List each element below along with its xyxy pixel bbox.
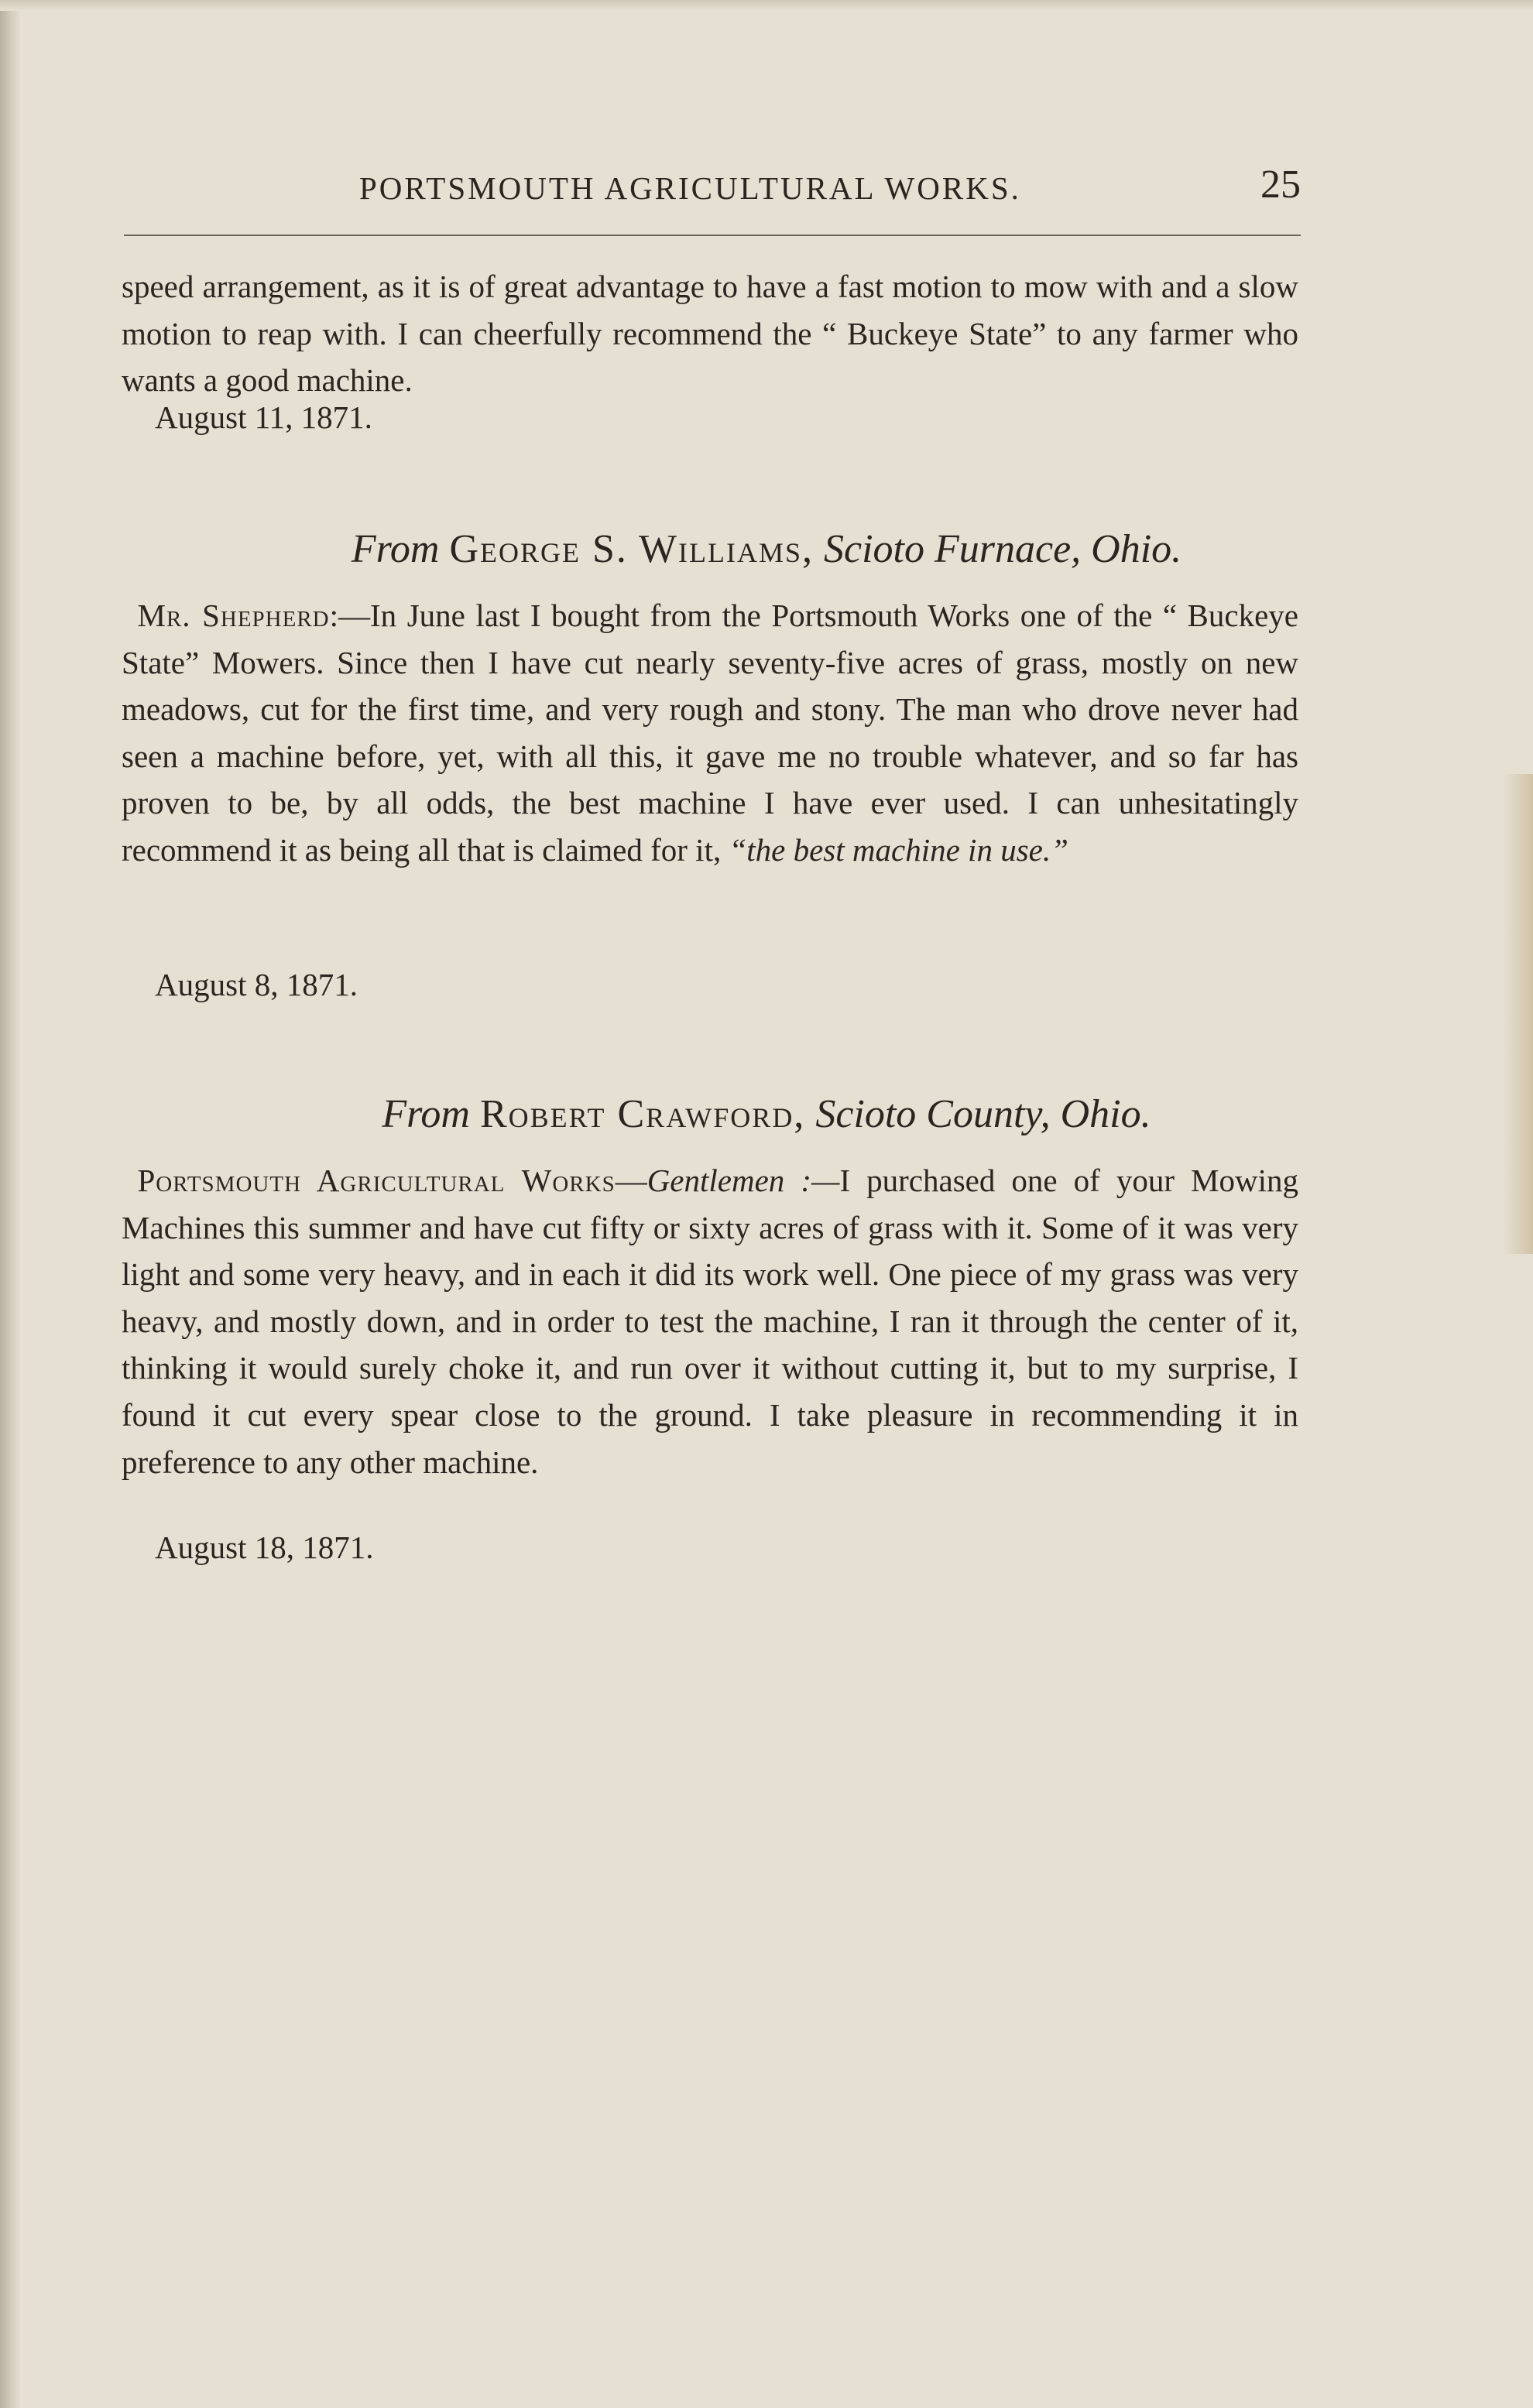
quoted-phrase: “the best machine in use.”: [729, 831, 1068, 868]
letter-body-williams: [122, 592, 1298, 874]
continuation-date: August 11, 1871.: [155, 399, 372, 435]
letter-body-crawford: [122, 1157, 1298, 1485]
page-stain: [1502, 774, 1533, 1254]
page-edge-shadow: [0, 0, 20, 2408]
heading-from: From: [351, 527, 440, 571]
heading-name: Robert Crawford,: [479, 1092, 806, 1136]
page-header: [124, 163, 1301, 213]
continuation-text: speed arrangement, as it is of great advantage to have a fast motion to mow with and a slow motion to reap with. I can cheerfully recommend the “ Buckeye State” to any farmer who wants a good machine.: [122, 269, 1298, 399]
running-title: PORTSMOUTH AGRICULTURAL WORKS.: [359, 170, 1021, 206]
page-number: 25: [1260, 163, 1301, 207]
salutation: Portsmouth Agricultural Works: [137, 1163, 616, 1198]
heading-place: Scioto County, Ohio.: [815, 1092, 1151, 1136]
salutation: Mr. Shepherd: [137, 598, 330, 633]
letter-text: I purchased one of your Mowing Machines this summer and have cut fifty or sixty acres of grass with it. Some of it was very light and some very heavy, and in each it did its work well. One piece of my grass was very heavy, and mostly down, and in order to test the machine, I ran it through the center of it, thinking it would surely choke it, and run over it without cutting it, but to my surprise, I found it cut every spear close to the ground. I take pleasure in recommending it in preference to any other machine.: [122, 1163, 1298, 1480]
letter-heading-crawford: [0, 1091, 1533, 1137]
heading-place: Scioto Furnace, Ohio.: [824, 527, 1182, 571]
heading-name: George S. Williams,: [449, 527, 815, 571]
heading-from: From: [382, 1092, 470, 1136]
greeting: Gentlemen :—: [646, 1163, 840, 1198]
continuation-paragraph: [122, 263, 1298, 404]
letter-date-crawford: August 18, 1871.: [155, 1529, 374, 1565]
salutation-separator: :—: [329, 598, 371, 633]
letter-text: In June last I bought from the Portsmouth Works one of the “ Buckeye State” Mowers. Since then I have cut nearly seventy-five acres of grass, mostly on new meadows, cut for the first time, and very rough and stony. The man who drove never had seen a machine before, yet, with all this, it gave me no trouble whatever, and so far has proven to be, by all odds, the best machine I have ever used. I can unhesitatingly recommend it as being all that is claimed for it,: [122, 598, 1298, 868]
letter-heading-williams: [0, 526, 1533, 572]
salutation-separator: —: [615, 1163, 647, 1198]
header-rule: [124, 235, 1301, 236]
page-top-edge: [0, 0, 1533, 11]
letter-date-williams: August 8, 1871.: [155, 967, 358, 1002]
